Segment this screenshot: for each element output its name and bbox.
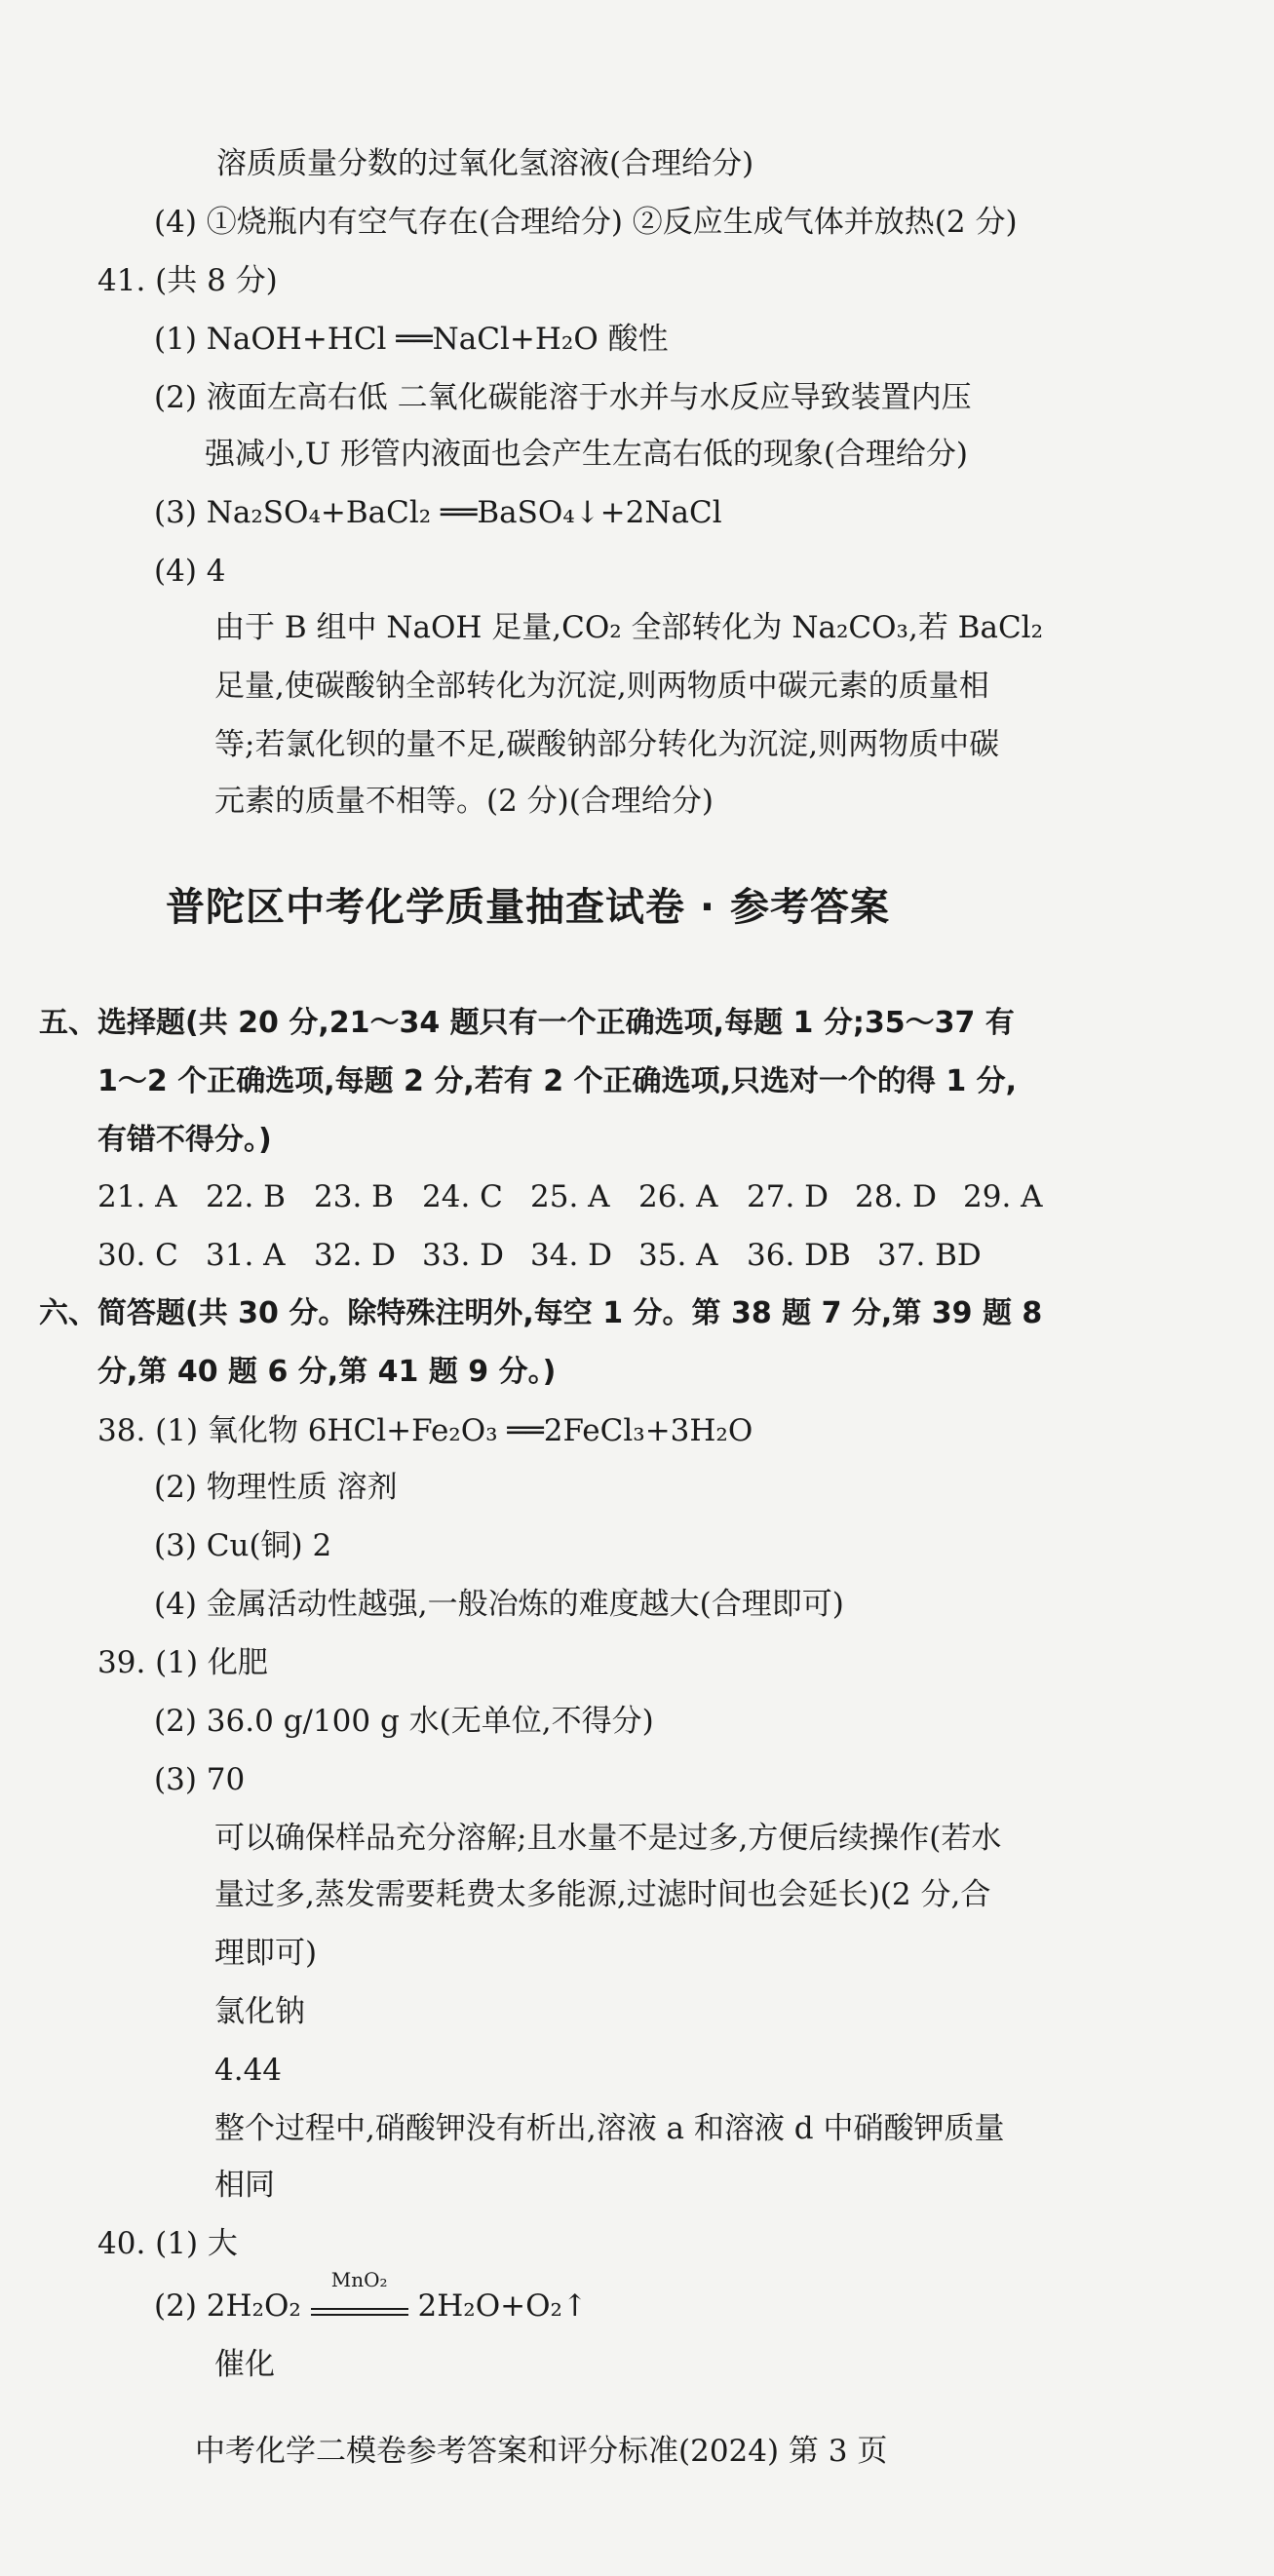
q40-2-role: 催化 (214, 2347, 275, 2382)
q39-2-answer: (2) 36.0 g/100 g 水(无单位,不得分) (154, 1704, 654, 1739)
q38-1-answer: 38. (1) 氧化物 6HCl+Fe₂O₃ ══2FeCl₃+3H₂O (97, 1413, 753, 1448)
answer-33: 33. D (422, 1238, 505, 1273)
answer-28: 28. D (855, 1179, 938, 1214)
answer-31: 31. A (206, 1238, 286, 1273)
answer-35: 35. A (638, 1238, 718, 1273)
answer-24: 24. C (422, 1179, 503, 1214)
section-6-heading-1: 六、简答题(共 30 分。除特殊注明外,每空 1 分。第 38 题 7 分,第 39 题 8 (39, 1296, 1043, 1330)
q41-3-answer: (3) Na₂SO₄+BaCl₂ ══BaSO₄↓+2NaCl (154, 495, 722, 530)
answer-36: 36. DB (747, 1238, 851, 1273)
page-title: 普陀区中考化学质量抽查试卷 · 参考答案 (166, 885, 891, 930)
section-5-heading-2: 1～2 个正确选项,每题 2 分,若有 2 个正确选项,只选对一个的得 1 分, (97, 1064, 1018, 1098)
q39-3-answer-nacl: 氯化钠 (214, 1994, 305, 2029)
q41-4-explain-3: 等;若氯化钡的量不足,碳酸钠部分转化为沉淀,则两物质中碳 (214, 727, 1000, 762)
answer-22: 22. B (206, 1179, 286, 1214)
section-6-heading-2: 分,第 40 题 6 分,第 41 题 9 分。) (97, 1355, 557, 1389)
q41-4-explain-4: 元素的质量不相等。(2 分)(合理给分) (214, 784, 714, 819)
q39-3-explain-2: 量过多,蒸发需要耗费太多能源,过滤时间也会延长)(2 分,合 (214, 1877, 991, 1912)
q41-1-answer: (1) NaOH+HCl ══NaCl+H₂O 酸性 (154, 322, 669, 357)
equation-reactants: (2) 2H₂O₂ (154, 2288, 301, 2324)
q41-2-answer: (2) 液面左高右低 二氧化碳能溶于水并与水反应导致装置内压 (154, 380, 972, 415)
page-footer: 中考化学二模卷参考答案和评分标准(2024) 第 3 页 (195, 2434, 888, 2469)
answer-23: 23. B (314, 1179, 394, 1214)
section-5-heading-3: 有错不得分。) (97, 1123, 272, 1157)
answer-32: 32. D (314, 1238, 397, 1273)
q38-3-answer: (3) Cu(铜) 2 (154, 1528, 332, 1563)
answer-27: 27. D (747, 1179, 830, 1214)
q40-1-answer: 40. (1) 大 (97, 2226, 238, 2261)
answer-21: 21. A (97, 1179, 177, 1214)
q40-3-continuation: 溶质质量分数的过氧化氢溶液(合理给分) (216, 146, 754, 181)
catalyst-label: MnO₂ (330, 2268, 388, 2291)
answer-37: 37. BD (877, 1238, 982, 1273)
q40-2-equation (154, 2268, 588, 2326)
q41-2-continuation: 强减小,U 形管内液面也会产生左高右低的现象(合理给分) (205, 437, 969, 472)
q39-3-answer: (3) 70 (154, 1762, 246, 1797)
q39-3-explain-3: 理即可) (214, 1936, 318, 1971)
answer-34: 34. D (530, 1238, 613, 1273)
q40-4-answer: (4) ①烧瓶内有空气存在(合理给分) ②反应生成气体并放热(2 分) (154, 205, 1018, 240)
equation-products: 2H₂O+O₂↑ (417, 2288, 588, 2324)
q39-3-answer-value: 4.44 (214, 2053, 283, 2088)
q39-3-explain-5: 相同 (214, 2168, 275, 2203)
answer-26: 26. A (638, 1179, 718, 1214)
q38-2-answer: (2) 物理性质 溶剂 (154, 1470, 398, 1505)
q39-1-answer: 39. (1) 化肥 (97, 1645, 268, 1680)
reaction-condition (311, 2268, 408, 2316)
answer-30: 30. C (97, 1238, 178, 1273)
q39-3-explain-1: 可以确保样品充分溶解;且水量不是过多,方便后续操作(若水 (214, 1821, 1002, 1856)
answer-29: 29. A (963, 1179, 1043, 1214)
q41-4-explain-1: 由于 B 组中 NaOH 足量,CO₂ 全部转化为 Na₂CO₃,若 BaCl₂ (214, 610, 1044, 645)
q38-4-answer: (4) 金属活动性越强,一般冶炼的难度越大(合理即可) (154, 1587, 844, 1622)
q41-header: 41. (共 8 分) (97, 263, 278, 298)
q41-4-explain-2: 足量,使碳酸钠全部转化为沉淀,则两物质中碳元素的质量相 (214, 669, 989, 704)
q41-4-answer: (4) 4 (154, 554, 226, 589)
equals-sign (311, 2308, 408, 2316)
q39-3-explain-4: 整个过程中,硝酸钾没有析出,溶液 a 和溶液 d 中硝酸钾质量 (214, 2111, 1005, 2146)
section-5-heading-1: 五、选择题(共 20 分,21～34 题只有一个正确选项,每题 1 分;35～37 有 (39, 1006, 1015, 1040)
answer-25: 25. A (530, 1179, 610, 1214)
